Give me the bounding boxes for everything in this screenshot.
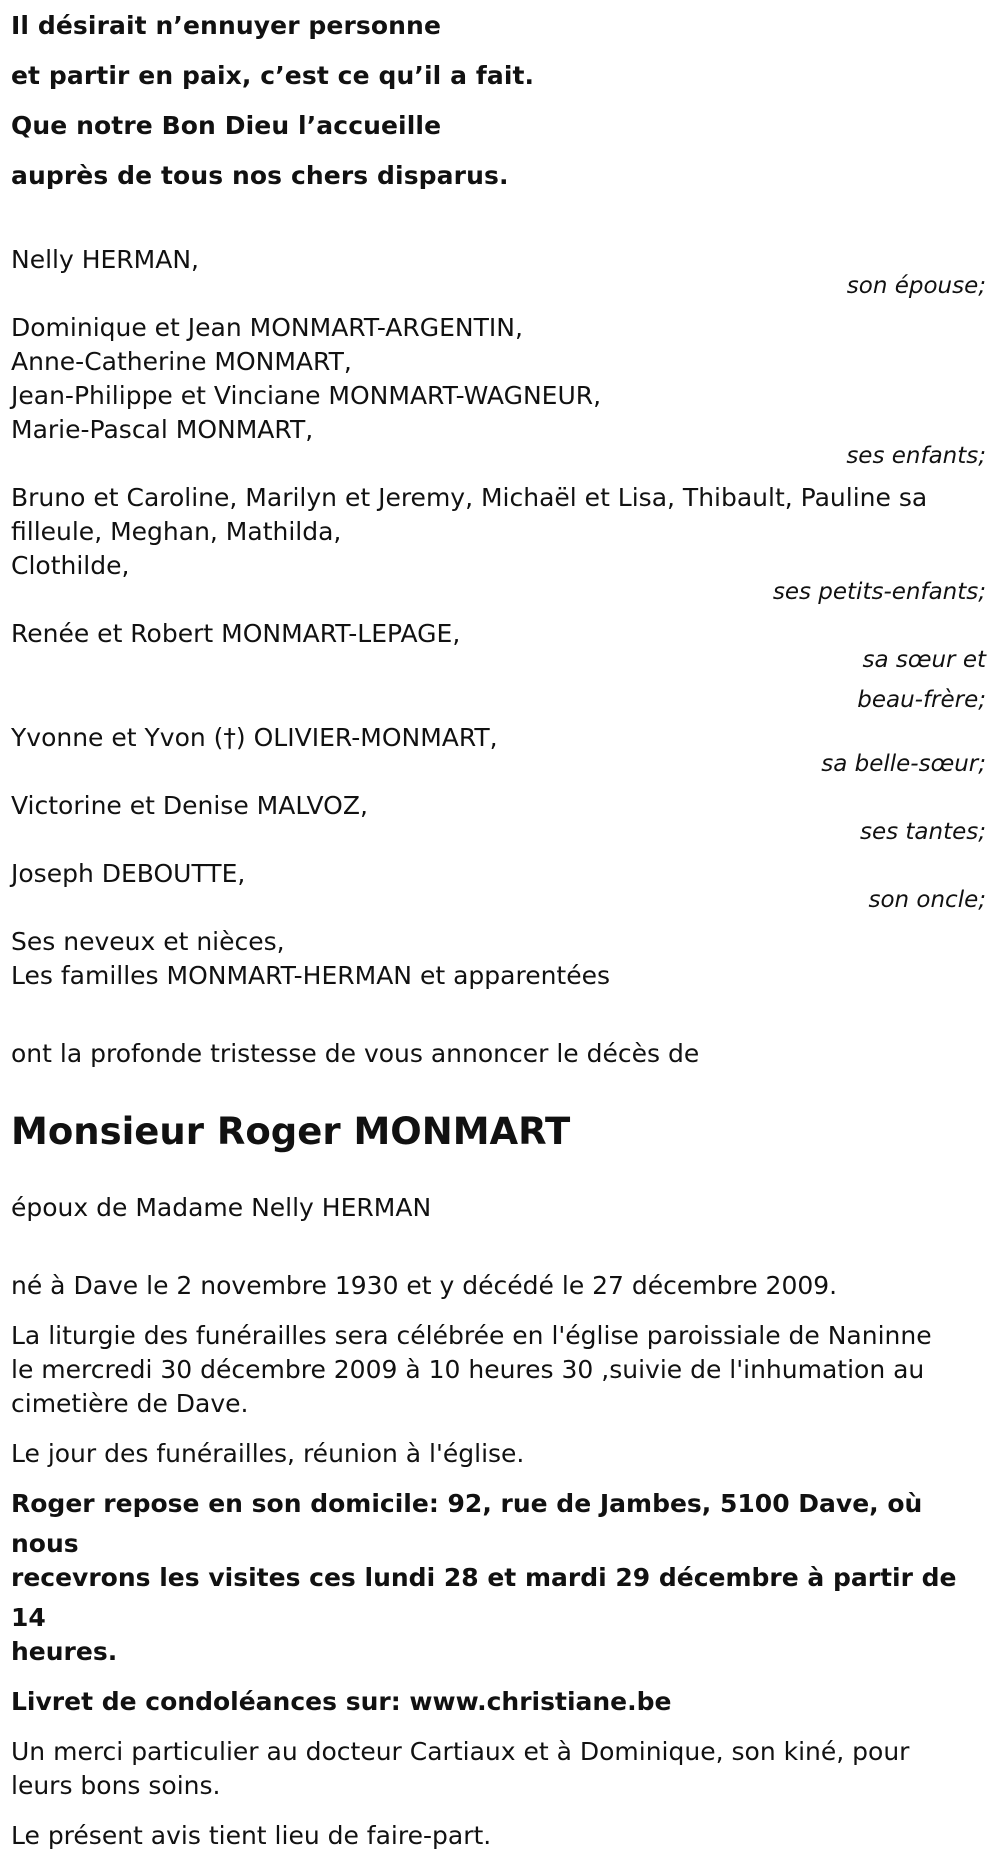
spouse-line: époux de Madame Nelly HERMAN (11, 1193, 432, 1222)
family-role: beau-frère; (857, 687, 986, 713)
thanks-line: Un merci particulier au docteur Cartiaux et à Dominique, son kiné, pour (11, 1737, 910, 1766)
family-name: Jean-Philippe et Vinciane MONMART-WAGNEUR, (11, 381, 602, 410)
intro-verse (11, 0, 996, 201)
family-role: ses tantes; (859, 819, 986, 845)
obituary-notice (11, 0, 996, 1856)
notice-line: Le présent avis tient lieu de faire-part. (11, 1821, 492, 1850)
condolences-line: Livret de condoléances sur: www.christiane.be (11, 1687, 672, 1716)
announcement: ont la profonde tristesse de vous annoncer le décès de (11, 1039, 700, 1068)
family-role: son épouse; (846, 273, 986, 299)
family-group-sister (11, 614, 996, 716)
family-name: Ses neveux et nièces, (11, 927, 285, 956)
family-group-uncle (11, 854, 996, 916)
family-name: Bruno et Caroline, Marilyn et Jeremy, Michaël et Lisa, Thibault, Pauline sa (11, 483, 928, 512)
thanks-paragraph (11, 1732, 996, 1806)
family-group-sister-in-law (11, 718, 996, 780)
liturgy-line: La liturgie des funérailles sera célébrée en l'église paroissiale de Naninne (11, 1321, 932, 1350)
family-name: Yvonne et Yvon (†) OLIVIER-MONMART, (11, 723, 498, 752)
deceased-name: Monsieur Roger MONMART (11, 1110, 571, 1153)
family-group-extended (11, 922, 996, 996)
repose-paragraph (11, 1484, 996, 1672)
family-group-grandchildren (11, 478, 996, 608)
family-name: Marie-Pascal MONMART, (11, 415, 314, 444)
repose-line: heures. (11, 1637, 118, 1666)
family-role: sa sœur et (862, 647, 986, 673)
family-name: Dominique et Jean MONMART-ARGENTIN, (11, 313, 523, 342)
family-role: ses enfants; (846, 443, 986, 469)
family-list (11, 240, 996, 996)
repose-line: recevrons les visites ces lundi 28 et mardi 29 décembre à partir de 14 (11, 1563, 957, 1632)
intro-line: Il désirait n’ennuyer personne (11, 11, 442, 40)
liturgy-line: le mercredi 30 décembre 2009 à 10 heures 30 ,suivie de l'inhumation au (11, 1355, 925, 1384)
intro-line: Que notre Bon Dieu l’accueille (11, 111, 442, 140)
thanks-line: leurs bons soins. (11, 1771, 221, 1800)
family-role: ses petits-enfants; (772, 579, 986, 605)
liturgy-paragraph (11, 1316, 996, 1424)
family-name: Renée et Robert MONMART-LEPAGE, (11, 619, 461, 648)
repose-line: Roger repose en son domicile: 92, rue de Jambes, 5100 Dave, où nous (11, 1489, 923, 1558)
family-name: Les familles MONMART-HERMAN et apparentées (11, 961, 611, 990)
family-name: Joseph DEBOUTTE, (11, 859, 246, 888)
family-group-spouse (11, 240, 996, 302)
family-name: Anne-Catherine MONMART, (11, 347, 352, 376)
reunion-line: Le jour des funérailles, réunion à l'église. (11, 1439, 525, 1468)
family-role: sa belle-sœur; (821, 751, 986, 777)
family-name: Nelly HERMAN, (11, 245, 200, 274)
family-group-aunts (11, 786, 996, 848)
family-group-children (11, 308, 996, 472)
born-died-line: né à Dave le 2 novembre 1930 et y décédé le 27 décembre 2009. (11, 1271, 838, 1300)
family-name: filleule, Meghan, Mathilda, (11, 517, 342, 546)
intro-line: auprès de tous nos chers disparus. (11, 161, 509, 190)
family-role: son oncle; (868, 887, 986, 913)
intro-line: et partir en paix, c’est ce qu’il a fait. (11, 61, 535, 90)
liturgy-line: cimetière de Dave. (11, 1389, 249, 1418)
family-name: Clothilde, (11, 551, 130, 580)
family-name: Victorine et Denise MALVOZ, (11, 791, 368, 820)
